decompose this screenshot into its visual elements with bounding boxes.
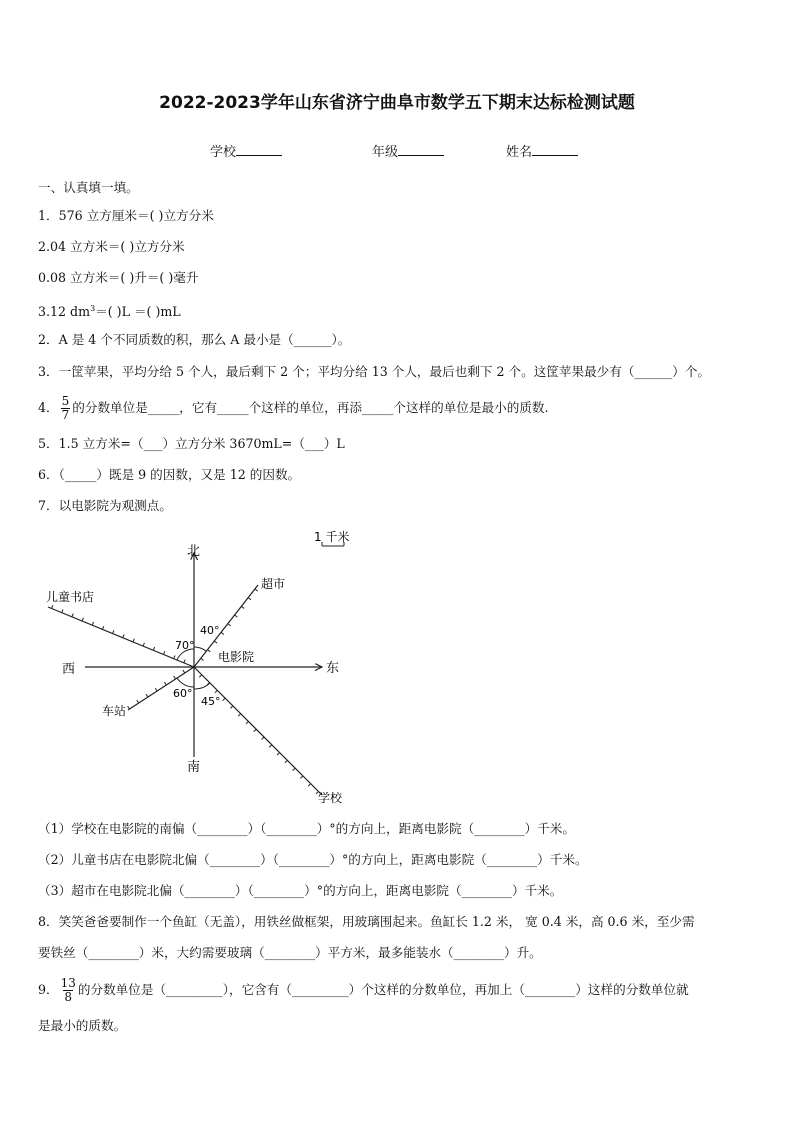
angle-60-label: 60° [173,687,193,700]
angle-45-label: 45° [201,695,221,708]
ray-tick [254,729,256,731]
ray-tick [235,615,238,617]
ray-tick [223,698,225,700]
ray-tick [238,714,240,716]
name-field[interactable] [506,141,578,160]
scale-label: 1 千米 [314,530,350,544]
ray-tick [128,706,130,709]
question-7: 7．以电影院为观测点。 [38,498,172,513]
q4-denominator: 7 [61,408,70,422]
question-1c: 0.08 立方米＝( )升＝( )毫升 [38,270,199,285]
grade-label: 年级 [372,145,399,160]
ray-tick [277,753,279,755]
q4-numerator: 5 [61,394,70,408]
page-title: 2022-2023学年山东省济宁曲阜市数学五下期末达标检测试题 [159,93,635,113]
ray-tick [214,641,217,643]
ray-tick [146,694,148,697]
ray-tick [163,651,164,654]
north-label: 北 [187,544,201,559]
ray-tick [52,605,53,608]
question-6: 6．（_____）既是 9 的因数，又是 12 的因数。 [38,467,301,482]
angle-arc-60 [177,678,194,687]
ray-tick [230,706,232,708]
ray-tick [262,737,264,739]
ray-tick [133,639,134,642]
ray-tick [174,676,176,679]
ray-tick [62,609,63,612]
angle-arc-40 [194,647,206,651]
ray-tick [228,624,231,626]
ray-tick [183,670,185,673]
ray-tick [208,650,211,652]
ray-tick [155,688,157,691]
q9-numerator: 13 [60,976,76,990]
question-7-1: （1）学校在电影院的南偏（________）（________）°的方向上，距离电影院（________）千米。 [38,821,575,836]
q1d-sup: 3 [90,304,96,313]
west-label: 西 [62,662,76,677]
angle-70-label: 70° [175,639,195,652]
ray-tick [293,768,295,770]
ray-tick [143,643,144,646]
ray-tick [221,632,224,634]
question-9 [38,972,689,1008]
question-4 [38,393,549,423]
ray-tick [137,700,139,703]
center-label: 电影院 [218,650,255,664]
q9-fraction [61,977,76,1004]
grade-blank[interactable] [398,143,444,156]
ray-tick [199,675,201,677]
south-label: 南 [187,760,201,775]
ray-tick [308,784,310,786]
question-3: 3．一筐苹果，平均分给 5 个人，最后剩下 2 个；平均分给 13 个人，最后也剩下 2 个。这筐苹果最少有（______）个。 [38,364,711,379]
q4-number: 4． [38,400,59,415]
ray-tick [82,618,83,621]
ray-tick [215,690,217,692]
ray-tick [246,721,248,723]
direction-diagram [0,525,794,815]
ray-tick [92,622,93,625]
school-label: 学校 [210,145,237,160]
ray-tick [123,634,124,637]
grade-field[interactable] [372,141,444,160]
q9-denominator: 8 [64,990,73,1004]
ray-tick [102,626,103,629]
school-label-diagram: 学校 [318,791,343,805]
station-label: 车站 [102,704,127,718]
ray-tick [269,745,271,747]
ray-tick [201,658,204,660]
q1d-post: ＝( )L ＝( )mL [95,304,181,320]
school-field[interactable] [210,141,282,160]
ray-tick [248,598,251,600]
name-label: 姓名 [506,145,533,160]
q9-text: 的分数单位是（_________），它含有（_________）个这样的分数单位，再加上（________）这样的分数单位就 [77,982,689,997]
bookstore-label: 儿童书店 [46,590,95,604]
ray-tick [153,647,154,650]
question-1a: 1．576 立方厘米＝( )立方分米 [38,208,214,223]
name-blank[interactable] [532,143,578,156]
question-1d [38,300,181,321]
ray-tick [174,655,175,658]
school-blank[interactable] [236,143,282,156]
angle-40-label: 40° [200,624,220,637]
question-9b: 是最小的质数。 [38,1018,127,1033]
q9-number: 9． [38,982,59,997]
east-label: 东 [326,661,340,676]
question-8a: 8．笑笑爸爸要制作一个鱼缸（无盖），用铁丝做框架，用玻璃围起来。鱼缸长 1.2 米， 宽 0.4 米，高 0.6 米，至少需 [38,914,695,929]
ray-tick [72,614,73,617]
ray-tick [164,682,166,685]
q4-text: 的分数单位是_____，它有_____个这样的单位，再添_____个这样的单位是最小的质数. [72,400,549,415]
question-7-2: （2）儿童书店在电影院北偏（________）（________）°的方向上，距离电影院（________）千米。 [38,852,588,867]
ray-tick [184,660,185,663]
question-5: 5．1.5 立方米=（___）立方分米 3670mL=（___）L [38,436,345,451]
question-8b: 要铁丝（________）米，大约需要玻璃（________）平方米，最多能装水（________）升。 [38,945,542,960]
ray-tick [255,589,258,591]
question-7-3: （3）超市在电影院北偏（________）（________）°的方向上，距离电影院（________）千米。 [38,883,563,898]
question-1b: 2.04 立方米＝( )立方分米 [38,239,185,254]
ray-tick [300,776,302,778]
question-2: 2．A 是 4 个不同质数的积，那么 A 最小是（______）。 [38,332,351,347]
ray-tick [241,606,244,608]
ray-tick [285,760,287,762]
supermarket-label: 超市 [261,577,286,591]
q4-fraction [61,395,71,422]
ray-tick [113,630,114,633]
q1d-pre: 3.12 dm [38,304,91,320]
section-heading: 一、认真填一填。 [38,180,139,195]
bookstore-ray [48,607,194,667]
